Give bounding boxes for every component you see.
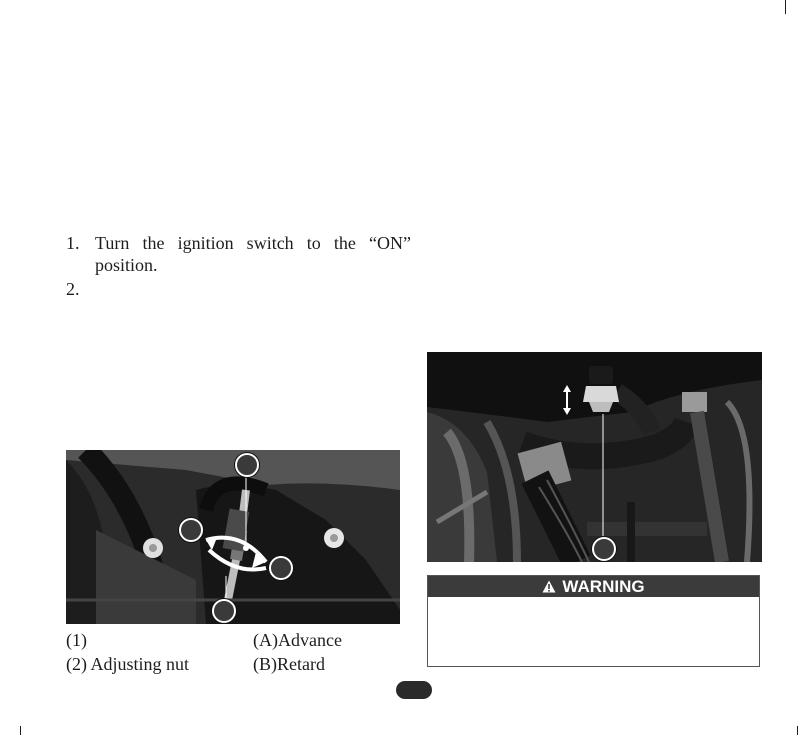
engine-photo-right xyxy=(427,352,762,562)
step-text xyxy=(95,278,411,300)
warning-title: WARNING xyxy=(562,577,645,596)
page-number-badge xyxy=(396,681,432,699)
engine-photo-left-image xyxy=(66,450,400,624)
crop-mark-bottom-right xyxy=(797,726,798,735)
figure-caption xyxy=(66,628,401,676)
warning-triangle-icon xyxy=(542,580,556,593)
step-number: 1. xyxy=(66,233,80,253)
step-number: 2. xyxy=(66,279,80,299)
callout-marker-2 xyxy=(212,599,236,623)
caption-item-2: (2) Adjusting nut xyxy=(66,654,190,674)
callout-marker xyxy=(592,537,616,561)
engine-photo-left xyxy=(66,450,400,624)
crop-mark-top-right-vertical xyxy=(785,0,786,14)
callout-marker-a xyxy=(179,518,203,542)
caption-row-1 xyxy=(66,628,401,652)
engine-photo-right-image xyxy=(427,352,762,562)
callout-marker-b xyxy=(269,556,293,580)
warning-header xyxy=(428,576,759,597)
step-2 xyxy=(66,278,411,300)
instruction-steps xyxy=(66,232,411,300)
warning-body xyxy=(428,597,759,609)
caption-item-b: (B)Retard xyxy=(253,654,325,674)
caption-item-a: (A)Advance xyxy=(253,630,342,650)
caption-item-1: (1) xyxy=(66,630,87,650)
step-1 xyxy=(66,232,411,276)
warning-box xyxy=(427,575,760,667)
crop-mark-bottom-left xyxy=(20,726,21,735)
callout-marker-1 xyxy=(235,453,259,477)
step-text: Turn the ignition switch to the “ON” position. xyxy=(95,233,411,275)
caption-row-2 xyxy=(66,652,401,676)
